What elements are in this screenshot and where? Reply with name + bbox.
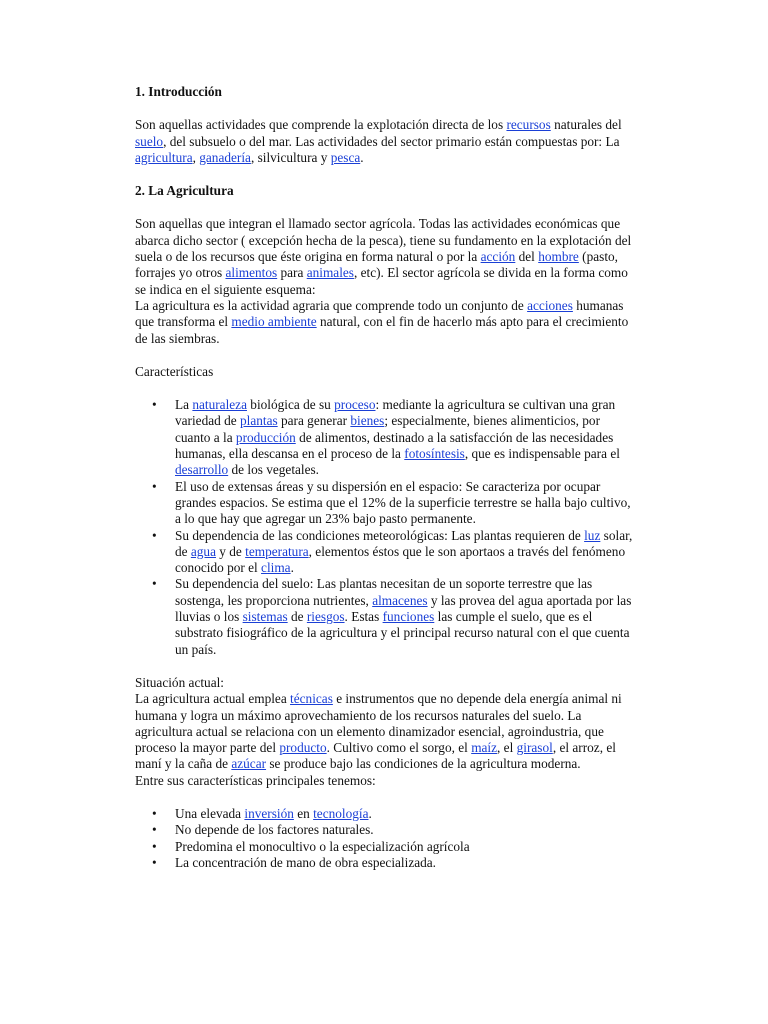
situacion-list — [135, 806, 635, 871]
link-plantas[interactable]: plantas — [239, 413, 278, 429]
bullet-icon: • — [152, 854, 157, 870]
link-temperatura[interactable]: temperatura — [245, 543, 309, 559]
link-suelo[interactable]: suelo — [135, 133, 164, 149]
link-accion[interactable]: acción — [480, 249, 516, 265]
link-acciones[interactable]: acciones — [527, 297, 573, 313]
link-desarrollo[interactable]: desarrollo — [175, 462, 229, 478]
bullet-icon: • — [152, 397, 157, 413]
bullet-icon: • — [152, 805, 157, 821]
heading-agricultura: 2. La Agricultura — [135, 183, 234, 199]
link-recursos[interactable]: recursos — [506, 117, 551, 133]
link-agua[interactable]: agua — [190, 543, 216, 559]
list-item: • El uso de extensas áreas y su dispersión en el espacio: Se caracteriza por ocupar grandes espacios. Se estima que el 12% de la superficie terrestre se halla bajo cultivo, a lo que hay que agregar un 23% bajo pasto permanente. — [152, 478, 631, 527]
bullet-icon: • — [152, 527, 157, 543]
bullet-icon: • — [152, 822, 157, 838]
link-ganaderia[interactable]: ganadería — [199, 149, 251, 165]
bullet-icon: • — [152, 478, 157, 494]
link-producto[interactable]: producto — [279, 740, 327, 756]
intro-paragraph: Son aquellas actividades que comprende la explotación directa de los recursos naturales del suelo, del subsuelo o del mar. Las actividades del sector primario están compuestas por: La agricultura, ganadería, silvicultura y pesca. — [135, 117, 622, 165]
link-produccion[interactable]: producción — [235, 429, 296, 445]
agricultura-paragraph-2: La agricultura es la actividad agraria que comprende todo un conjunto de acciones humanas que transforma el medio ambiente natural, con el fin de hacerlo más apto para el crecimiento de las siembras. — [135, 297, 629, 346]
list-item: • Predomina el monocultivo o la especialización agrícola — [152, 838, 470, 854]
link-maiz[interactable]: maíz — [471, 740, 498, 756]
link-animales[interactable]: animales — [306, 265, 354, 281]
list-item: • Su dependencia de las condiciones meteorológicas: Las plantas requieren de luz solar, de agua y de temperatura, elementos éstos que le son aportaos a través del fenómeno conocido por el clima. — [152, 527, 633, 576]
agricultura-paragraph-1: Son aquellas que integran el llamado sector agrícola. Todas las actividades económicas que abarca dicho sector ( excepción hecha de la pesca), tiene su fundamento en la explotación del suela o de los recursos que éste origina en forma natural o por la acción del hombre (pasto, forrajes yo otros alimentos para animales, etc). El sector agrícola se divida en la forma como se indica en el siguiente esquema: — [135, 216, 632, 297]
caracteristicas-list — [135, 397, 635, 658]
link-pesca[interactable]: pesca — [330, 149, 361, 165]
list-item: • Una elevada inversión en tecnología. — [152, 805, 372, 821]
bullet-icon: • — [152, 576, 157, 592]
list-item: • Su dependencia del suelo: Las plantas necesitan de un soporte terrestre que las sostenga, les proporciona nutrientes, almacenes y las provea del agua aportada por las lluvias o los sistemas de riesgos. Estas funciones las cumple el suelo, que es el substrato fisiográfico de la agricultura y el principal recurso natural con el que cuenta un país. — [152, 576, 632, 657]
situacion-label: Situación actual: — [135, 674, 224, 690]
link-hombre[interactable]: hombre — [538, 249, 579, 265]
link-inversion[interactable]: inversión — [244, 805, 294, 821]
caracteristicas-label: Características — [135, 363, 214, 379]
link-medio-ambiente[interactable]: medio ambiente — [231, 314, 317, 330]
link-azucar[interactable]: azúcar — [231, 756, 267, 772]
heading-introduccion: 1. Introducción — [135, 84, 222, 99]
link-clima[interactable]: clima — [261, 560, 291, 576]
link-girasol[interactable]: girasol — [516, 740, 553, 756]
link-riesgos[interactable]: riesgos — [306, 609, 345, 625]
situacion-paragraph: La agricultura actual emplea técnicas e instrumentos que no depende dela energía animal ni humana y logra un máximo aprovechamiento de los recursos naturales del suelo. La agricultura actual se relaciona con un elemento dinamizador esencial, agroindustria, que proceso la mayor parte del producto. Cultivo como el sorgo, el maíz, el girasol, el arroz, el maní y la caña de azúcar se produce bajo las condiciones de la agricultura moderna. — [135, 691, 622, 772]
link-tecnicas[interactable]: técnicas — [290, 691, 333, 707]
link-naturaleza[interactable]: naturaleza — [192, 397, 247, 413]
list-item: • La concentración de mano de obra especializada. — [152, 854, 436, 870]
link-sistemas[interactable]: sistemas — [242, 609, 288, 625]
link-funciones[interactable]: funciones — [382, 609, 435, 625]
link-bienes[interactable]: bienes — [350, 413, 385, 429]
link-luz[interactable]: luz — [584, 527, 601, 543]
list-item: • No depende de los factores naturales. — [152, 822, 374, 838]
link-fotosintesis[interactable]: fotosíntesis — [404, 446, 465, 462]
bullet-icon: • — [152, 838, 157, 854]
link-proceso[interactable]: proceso — [334, 397, 376, 413]
link-alimentos[interactable]: alimentos — [225, 265, 278, 281]
list-item: • La naturaleza biológica de su proceso: mediante la agricultura se cultivan una gran variedad de plantas para generar bienes; especialmente, bienes alimenticios, por cuanto a la producción de alimentos, destinado a la satisfacción de las necesidades humanas, ella descansa en el proceso de la fotosíntesis, que es indispensable para el desarrollo de los vegetales. — [152, 397, 620, 478]
link-tecnologia[interactable]: tecnología — [313, 805, 369, 821]
link-almacenes[interactable]: almacenes — [372, 592, 428, 608]
caracteristicas-principales-label: Entre sus características principales tenemos: — [135, 772, 376, 788]
link-agricultura[interactable]: agricultura — [135, 149, 193, 165]
document-content — [135, 84, 635, 871]
